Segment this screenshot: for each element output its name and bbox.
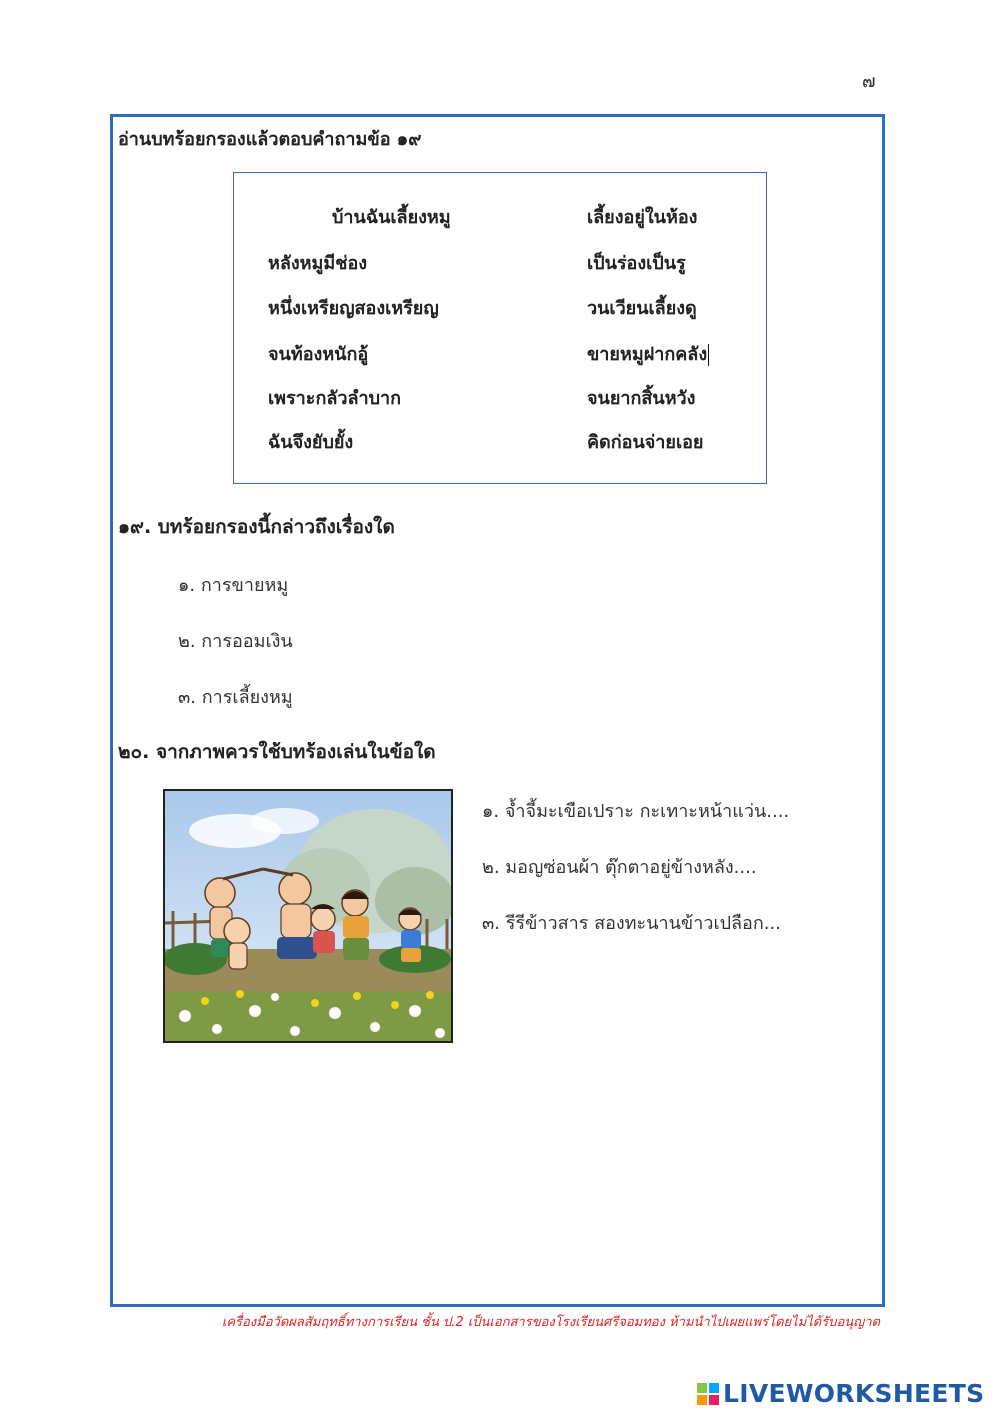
liveworksheets-brand[interactable] bbox=[697, 1379, 984, 1408]
poem-line-6-left: ฉันจึงยับยั้ง bbox=[268, 432, 354, 453]
text-cursor bbox=[708, 344, 709, 366]
question-19-option-1[interactable]: ๑. การขายหมู bbox=[178, 575, 289, 596]
poem-line-4-left: จนท้องหนักอู้ bbox=[268, 344, 369, 365]
illustration-art bbox=[165, 791, 451, 1041]
poem-line-1-left: บ้านฉันเลี้ยงหมู bbox=[332, 207, 451, 228]
instruction-text: อ่านบทร้อยกรองแล้วตอบคำถามข้อ ๑๙ bbox=[118, 129, 422, 150]
poem-box bbox=[233, 172, 767, 484]
poem-line-5-right: จนยากสิ้นหวัง bbox=[587, 388, 696, 409]
question-19-option-2[interactable]: ๒. การออมเงิน bbox=[178, 631, 293, 652]
poem-line-2-right: เป็นร่องเป็นรู bbox=[587, 253, 686, 274]
poem-line-3-right: วนเวียนเลี้ยงดู bbox=[587, 298, 697, 319]
question-19: ๑๙. บทร้อยกรองนี้กล่าวถึงเรื่องใด bbox=[118, 516, 395, 538]
poem-line-4-right-text: ขายหมูฝากคลัง bbox=[587, 344, 708, 365]
question-20-option-2[interactable]: ๒. มอญซ่อนผ้า ตุ๊กตาอยู่ข้างหลัง.... bbox=[482, 857, 757, 878]
page-number: ๗ bbox=[862, 71, 876, 92]
liveworksheets-logo-icon bbox=[697, 1383, 719, 1405]
poem-line-3-left: หนึ่งเหรียญสองเหรียญ bbox=[268, 298, 439, 319]
question-20: ๒๐. จากภาพควรใช้บทร้องเล่นในข้อใด bbox=[118, 741, 436, 763]
poem-line-6-right: คิดก่อนจ่ายเอย bbox=[587, 432, 704, 453]
brand-name: LIVEWORKSHEETS bbox=[723, 1379, 985, 1408]
poem-line-2-left: หลังหมูมีช่อง bbox=[268, 253, 368, 274]
question-20-option-3[interactable]: ๓. รีรีข้าวสาร สองทะนานข้าวเปลือก... bbox=[482, 913, 781, 934]
question-20-option-1[interactable]: ๑. จ้ำจี้มะเขือเปราะ กะเทาะหน้าแว่น.... bbox=[482, 801, 790, 822]
poem-line-4-right bbox=[587, 339, 709, 368]
footer-note: เครื่องมือวัดผลสัมฤทธิ์ทางการเรียน ชั้น ป.2 เป็นเอกสารของโรงเรียนศรีจอมทอง ห้ามนำไปเผยแพร่โดยไม่ได้รับอนุญาต bbox=[221, 1315, 880, 1330]
question-19-option-3[interactable]: ๓. การเลี้ยงหมู bbox=[178, 687, 293, 708]
children-playing-illustration bbox=[163, 789, 453, 1043]
poem-line-1-right: เลี้ยงอยู่ในห้อง bbox=[587, 207, 698, 228]
poem-line-5-left: เพราะกลัวลำบาก bbox=[268, 388, 402, 409]
